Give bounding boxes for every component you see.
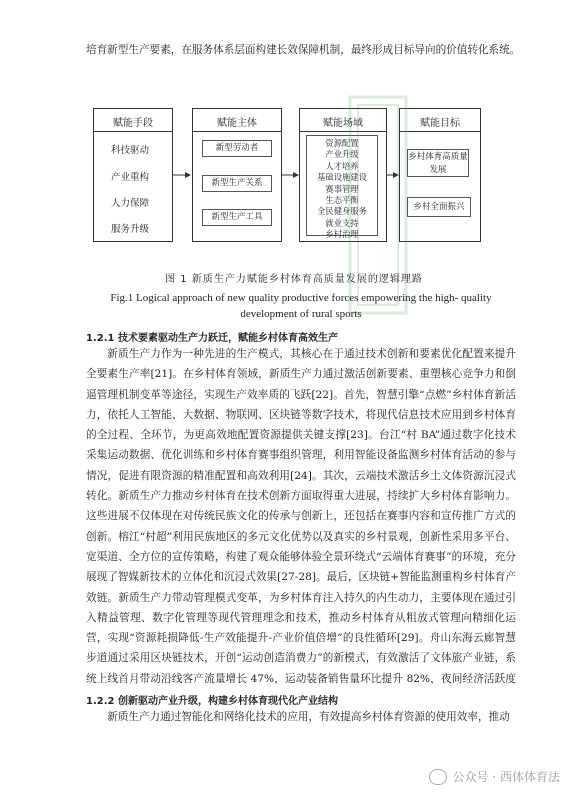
means-item: 人力保障: [111, 198, 150, 209]
col-goal: [399, 108, 481, 242]
field-item: 就业支持: [325, 217, 359, 228]
top-line: 培育新型生产要素，在服务体系层面构建长效保障机制，最终形成目标导向的价值转化系统。: [86, 44, 521, 56]
field-item: 全民健身服务: [317, 206, 367, 217]
col-subject: [192, 108, 282, 242]
field-item: 赛事管理: [325, 183, 359, 194]
caption-cn: 图 1 新质生产力赋能乡村体育高质量发展的逻辑理路: [165, 274, 423, 285]
col-means-title: 赋能手段: [113, 118, 153, 129]
goal-item: 乡村全面振兴: [407, 197, 471, 217]
field-item: 生态平衡: [325, 195, 359, 206]
goal-item: 乡村体育高质量发展: [407, 149, 469, 177]
field-item: 乡村治理: [325, 229, 359, 240]
section2-heading: 1.2.2 创新驱动产业升级，构建乡村体育现代化产业结构: [86, 696, 338, 707]
figure-arrows: [0, 0, 588, 260]
caption-en: Fig.1 Logical approach of new quality productive forces empowering the high- quality development of rural sports: [110, 292, 492, 320]
section2-paragraph: 新质生产力通过智能化和网络化技术的应用，有效提高乡村体育资源的使用效率，推动: [107, 711, 510, 723]
subject-item: 新型生产关系: [202, 175, 272, 192]
col-means: [93, 108, 173, 242]
wechat-icon: [429, 769, 447, 785]
col-subject-title: 赋能主体: [217, 118, 257, 129]
means-item: 服务升级: [111, 224, 150, 235]
field-item: 基础设施建设: [317, 172, 367, 183]
section1-heading: 1.2.1 技术要素驱动生产力跃迁，赋能乡村体育高效生产: [86, 333, 338, 344]
watermark-text: 公众号 · 西体体育法: [452, 770, 560, 784]
col-goal-title: 赋能目标: [420, 118, 460, 129]
section1-paragraph: 新质生产力作为一种先进的生产模式，其核心在于通过技术创新和要素优化配置来提升全要素生产率[21]。在乡村体育领域，新质生产力通过激活创新要素、重塑核心竞争力和倒逼管理机制变革等途径，实现生产效率质的飞跃[22]。首先，智慧引擎“点燃”乡村体育新活力，依托人工智能、大数据、物联网、区块链等数字技术，将现代信息技术应用到乡村体育的全过程、全环节，为更高效地配置资源提供关键支撑[23]。台江“村 BA”通过数字化技术采集运动数据、优化训练和乡村体育赛事组织管理，利用智能设备监测乡村体育活动的参与情况，促进有限资源的精准配置和高效利用[24]。其次，云端技术激活乡土文体资源沉浸式转化。新质生产力推动乡村体育在技术创新方面取得重大进展，持续扩大乡村体育影响力。这些进展不仅体现在对传统民族文化的传承与创新上，还包括在赛事内容和宣传推广方式的创新。榕江“村超”利用民族地区的多元文化优势以及真实的乡村景观，创新性采用多平台、宽渠道、全方位的宣传策略，构建了观众能够体验全景环绕式“云端体育赛事”的环境，充分展现了智媒新技术的立体化和沉浸式效果[27-28]。最后，区块链+智能监测重构乡村体育产效链。新质生产力带动管理模式变革，为乡村体育注入持久的内生动力，主要体现在通过引入精益管理、数字化管理等现代管理理念和技术，推动乡村体育从粗放式管理向精细化运营，实现“资源耗损降低-生产效能提升-产业价值倍增”的良性循环[29]。舟山东海云廊智慧步道通过采用区块链技术，开创“运动创造消费力”的新模式，有效激活了文体旅产业链，系统上线首月带动沿线客产流量增长 47%，运动装备销售量环比提升 82%，夜间经济活跃度: [86, 348, 516, 684]
field-item: 资源配置: [325, 138, 359, 148]
watermark: [429, 768, 560, 785]
field-item: 产业升级: [325, 149, 359, 160]
figure: [0, 0, 588, 260]
means-item: 科技驱动: [111, 145, 150, 156]
field-item: 人才培养: [325, 160, 359, 171]
subject-item: 新型劳动者: [202, 140, 272, 157]
col-field-title: 赋能场域: [323, 118, 363, 129]
subject-item: 新型生产工具: [202, 209, 272, 226]
means-item: 产业重构: [111, 172, 150, 183]
